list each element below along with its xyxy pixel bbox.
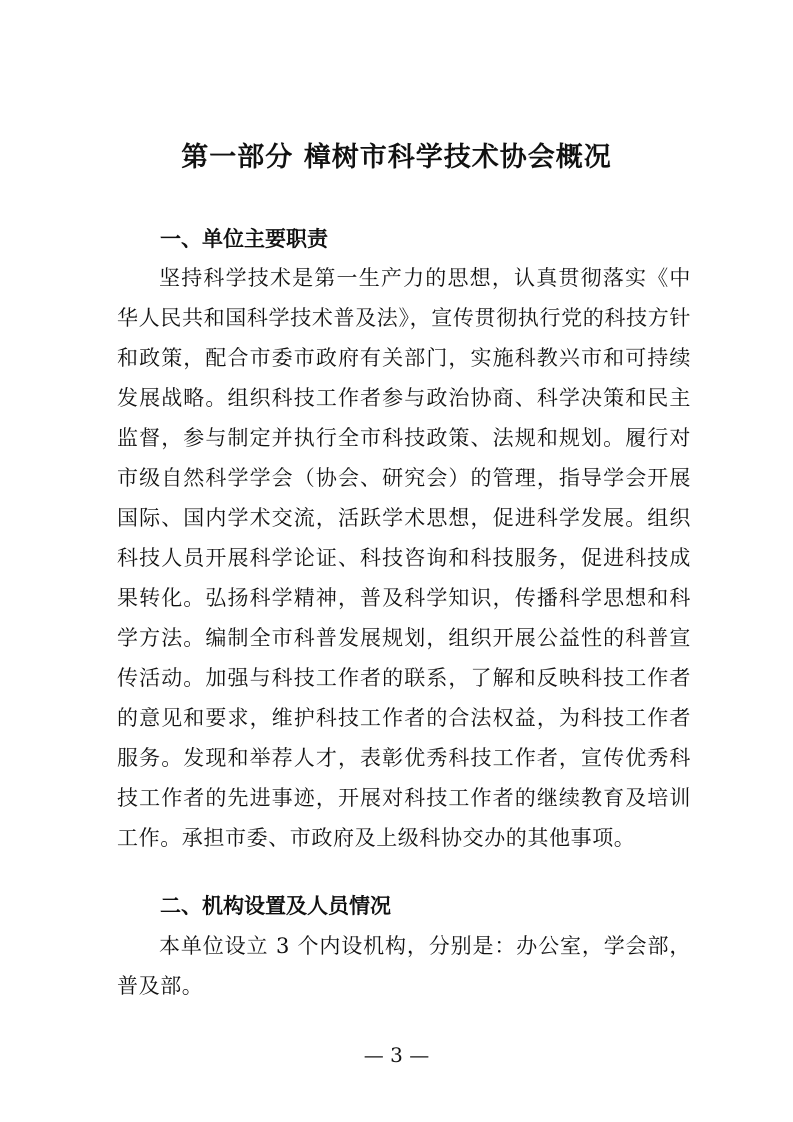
section-heading-responsibilities: 一、单位主要职责 xyxy=(160,227,328,251)
section-heading-organization: 二、机构设置及人员情况 xyxy=(160,894,391,918)
page-title: 第一部分 樟树市科学技术协会概况 xyxy=(181,142,612,173)
page-number: — 3 — xyxy=(363,1043,430,1067)
paragraph-organization: 本单位设立 3 个内设机构，分别是：办公室，学会部，普及部。 xyxy=(117,934,691,998)
paragraph-responsibilities: 坚持科学技术是第一生产力的思想，认真贯彻落实《中华人民共和国科学技术普及法》，宣传贯彻执行党的科技方针和政策，配合市委市政府有关部门，实施科教兴市和可持续发展战略。组织科技工作者参与政治协商、科学决策和民主监督，参与制定并执行全市科技政策、法规和规划。履行对市级自然科学学会（协会、研究会）的管理，指导学会开展国际、国内学术交流，活跃学术思想，促进科学发展。组织科技人员开展科学论证、科技咨询和科技服务，促进科技成果转化。弘扬科学精神，普及科学知识，传播科学思想和科学方法。编制全市科普发展规划，组织开展公益性的科普宣传活动。加强与科技工作者的联系，了解和反映科技工作者的意见和要求，维护科技工作者的合法权益，为科技工作者服务。发现和举荐人才，表彰优秀科技工作者，宣传优秀科技工作者的先进事迹，开展对科技工作者的继续教育及培训工作。承担市委、市政府及上级科协交办的其他事项。 xyxy=(117,266,691,850)
